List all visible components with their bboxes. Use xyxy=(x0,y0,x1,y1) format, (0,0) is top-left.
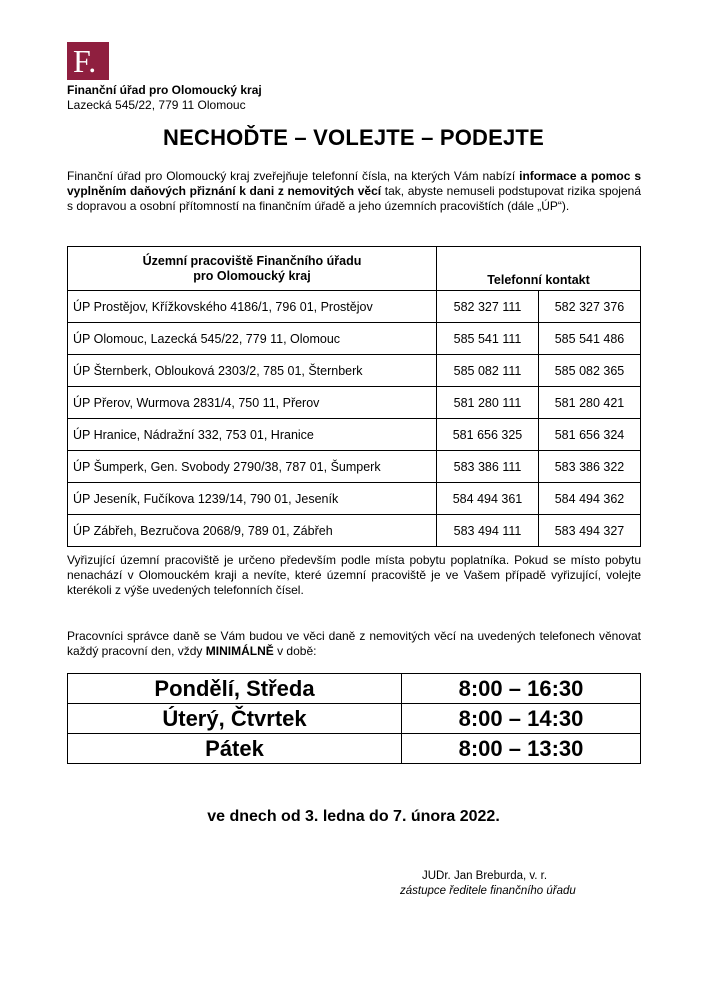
intro-text-bold: informace a pomoc s vyplněním daňových přiznání k dani z nemovitých věcí xyxy=(67,169,641,198)
table-row xyxy=(68,451,641,483)
signature-name: JUDr. Jan Breburda, v. r. xyxy=(422,870,548,882)
table-row xyxy=(68,355,641,387)
hours-table xyxy=(67,673,641,764)
logo: F. xyxy=(67,42,109,80)
time-cell: 8:00 – 14:30 xyxy=(402,704,641,734)
phone-cell: 585 082 111 xyxy=(437,355,539,387)
contacts-table xyxy=(67,246,641,547)
org-address: Lazecká 545/22, 779 11 Olomouc xyxy=(67,98,246,112)
contacts-header-row xyxy=(68,247,641,291)
table-row xyxy=(68,483,641,515)
office-cell: ÚP Prostějov, Křížkovského 4186/1, 796 01, Prostějov xyxy=(68,291,437,323)
phone-cell: 581 280 421 xyxy=(539,387,641,419)
phone-cell: 581 656 324 xyxy=(539,419,641,451)
office-cell: ÚP Šternberk, Oblouková 2303/2, 785 01, Šternberk xyxy=(68,355,437,387)
phone-cell: 581 280 111 xyxy=(437,387,539,419)
days-cell: Pondělí, Středa xyxy=(68,674,402,704)
office-header-line1: Územní pracoviště Finančního úřadu xyxy=(142,253,362,268)
phone-cell: 584 494 362 xyxy=(539,483,641,515)
office-cell: ÚP Přerov, Wurmova 2831/4, 750 11, Přerov xyxy=(68,387,437,419)
office-header-line2: pro Olomoucký kraj xyxy=(193,268,311,283)
phone-cell: 585 541 486 xyxy=(539,323,641,355)
intro-text-1: Finanční úřad pro Olomoucký kraj zveřejňuje telefonní čísla, na kterých Vám nabízí xyxy=(67,169,520,183)
phone-cell: 583 494 111 xyxy=(437,515,539,547)
closing-date-range: ve dnech od 3. ledna do 7. února 2022. xyxy=(207,808,500,825)
hours-row xyxy=(68,674,641,704)
hours-intro-paragraph xyxy=(67,629,641,659)
hours-intro-text: Pracovníci správce daně se Vám budou ve věci daně z nemovitých věcí na uvedených telefonech věnovat každý pracovní den, vždy xyxy=(67,629,641,658)
office-cell: ÚP Zábřeh, Bezručova 2068/9, 789 01, Zábřeh xyxy=(68,515,437,547)
office-cell: ÚP Šumperk, Gen. Svobody 2790/38, 787 01, Šumperk xyxy=(68,451,437,483)
time-cell: 8:00 – 16:30 xyxy=(402,674,641,704)
office-cell: ÚP Hranice, Nádražní 332, 753 01, Hranice xyxy=(68,419,437,451)
intro-paragraph xyxy=(67,169,641,214)
days-cell: Pátek xyxy=(68,734,402,764)
office-cell: ÚP Olomouc, Lazecká 545/22, 779 11, Olomouc xyxy=(68,323,437,355)
table-row xyxy=(68,419,641,451)
phone-column-header: Telefonní kontakt xyxy=(437,247,641,291)
table-row xyxy=(68,323,641,355)
office-column-header xyxy=(68,247,437,291)
phone-cell: 585 082 365 xyxy=(539,355,641,387)
office-cell: ÚP Jeseník, Fučíkova 1239/14, 790 01, Jeseník xyxy=(68,483,437,515)
note-paragraph: Vyřizující územní pracoviště je určeno především podle místa pobytu poplatníka. Pokud se místo pobytu nenachází v Olomouckém kraji a nevíte, které územní pracoviště je ve Vašem případě vyřizující, volejte kterékoli z výše uvedených telefonních čísel. xyxy=(67,553,641,597)
signature-role: zástupce ředitele finančního úřadu xyxy=(400,885,576,897)
org-name: Finanční úřad pro Olomoucký kraj xyxy=(67,83,262,97)
table-row xyxy=(68,515,641,547)
hours-row xyxy=(68,704,641,734)
intro-text-2: tak, abyste nemuseli podstupovat rizika spojená s dopravou a osobní přítomností na finančním úřadě a jeho územních pracovištích (dále „ÚP“). xyxy=(67,184,641,213)
phone-cell: 582 327 376 xyxy=(539,291,641,323)
phone-cell: 582 327 111 xyxy=(437,291,539,323)
phone-cell: 585 541 111 xyxy=(437,323,539,355)
phone-cell: 581 656 325 xyxy=(437,419,539,451)
phone-cell: 583 494 327 xyxy=(539,515,641,547)
phone-cell: 583 386 111 xyxy=(437,451,539,483)
hours-intro-suffix: v době: xyxy=(273,644,317,658)
table-row xyxy=(68,387,641,419)
hours-intro-bold: MINIMÁLNĚ xyxy=(205,644,274,658)
hours-row xyxy=(68,734,641,764)
phone-cell: 583 386 322 xyxy=(539,451,641,483)
phone-cell: 584 494 361 xyxy=(437,483,539,515)
days-cell: Úterý, Čtvrtek xyxy=(68,704,402,734)
page-title: NECHOĎTE – VOLEJTE – PODEJTE xyxy=(163,125,544,150)
table-row xyxy=(68,291,641,323)
time-cell: 8:00 – 13:30 xyxy=(402,734,641,764)
